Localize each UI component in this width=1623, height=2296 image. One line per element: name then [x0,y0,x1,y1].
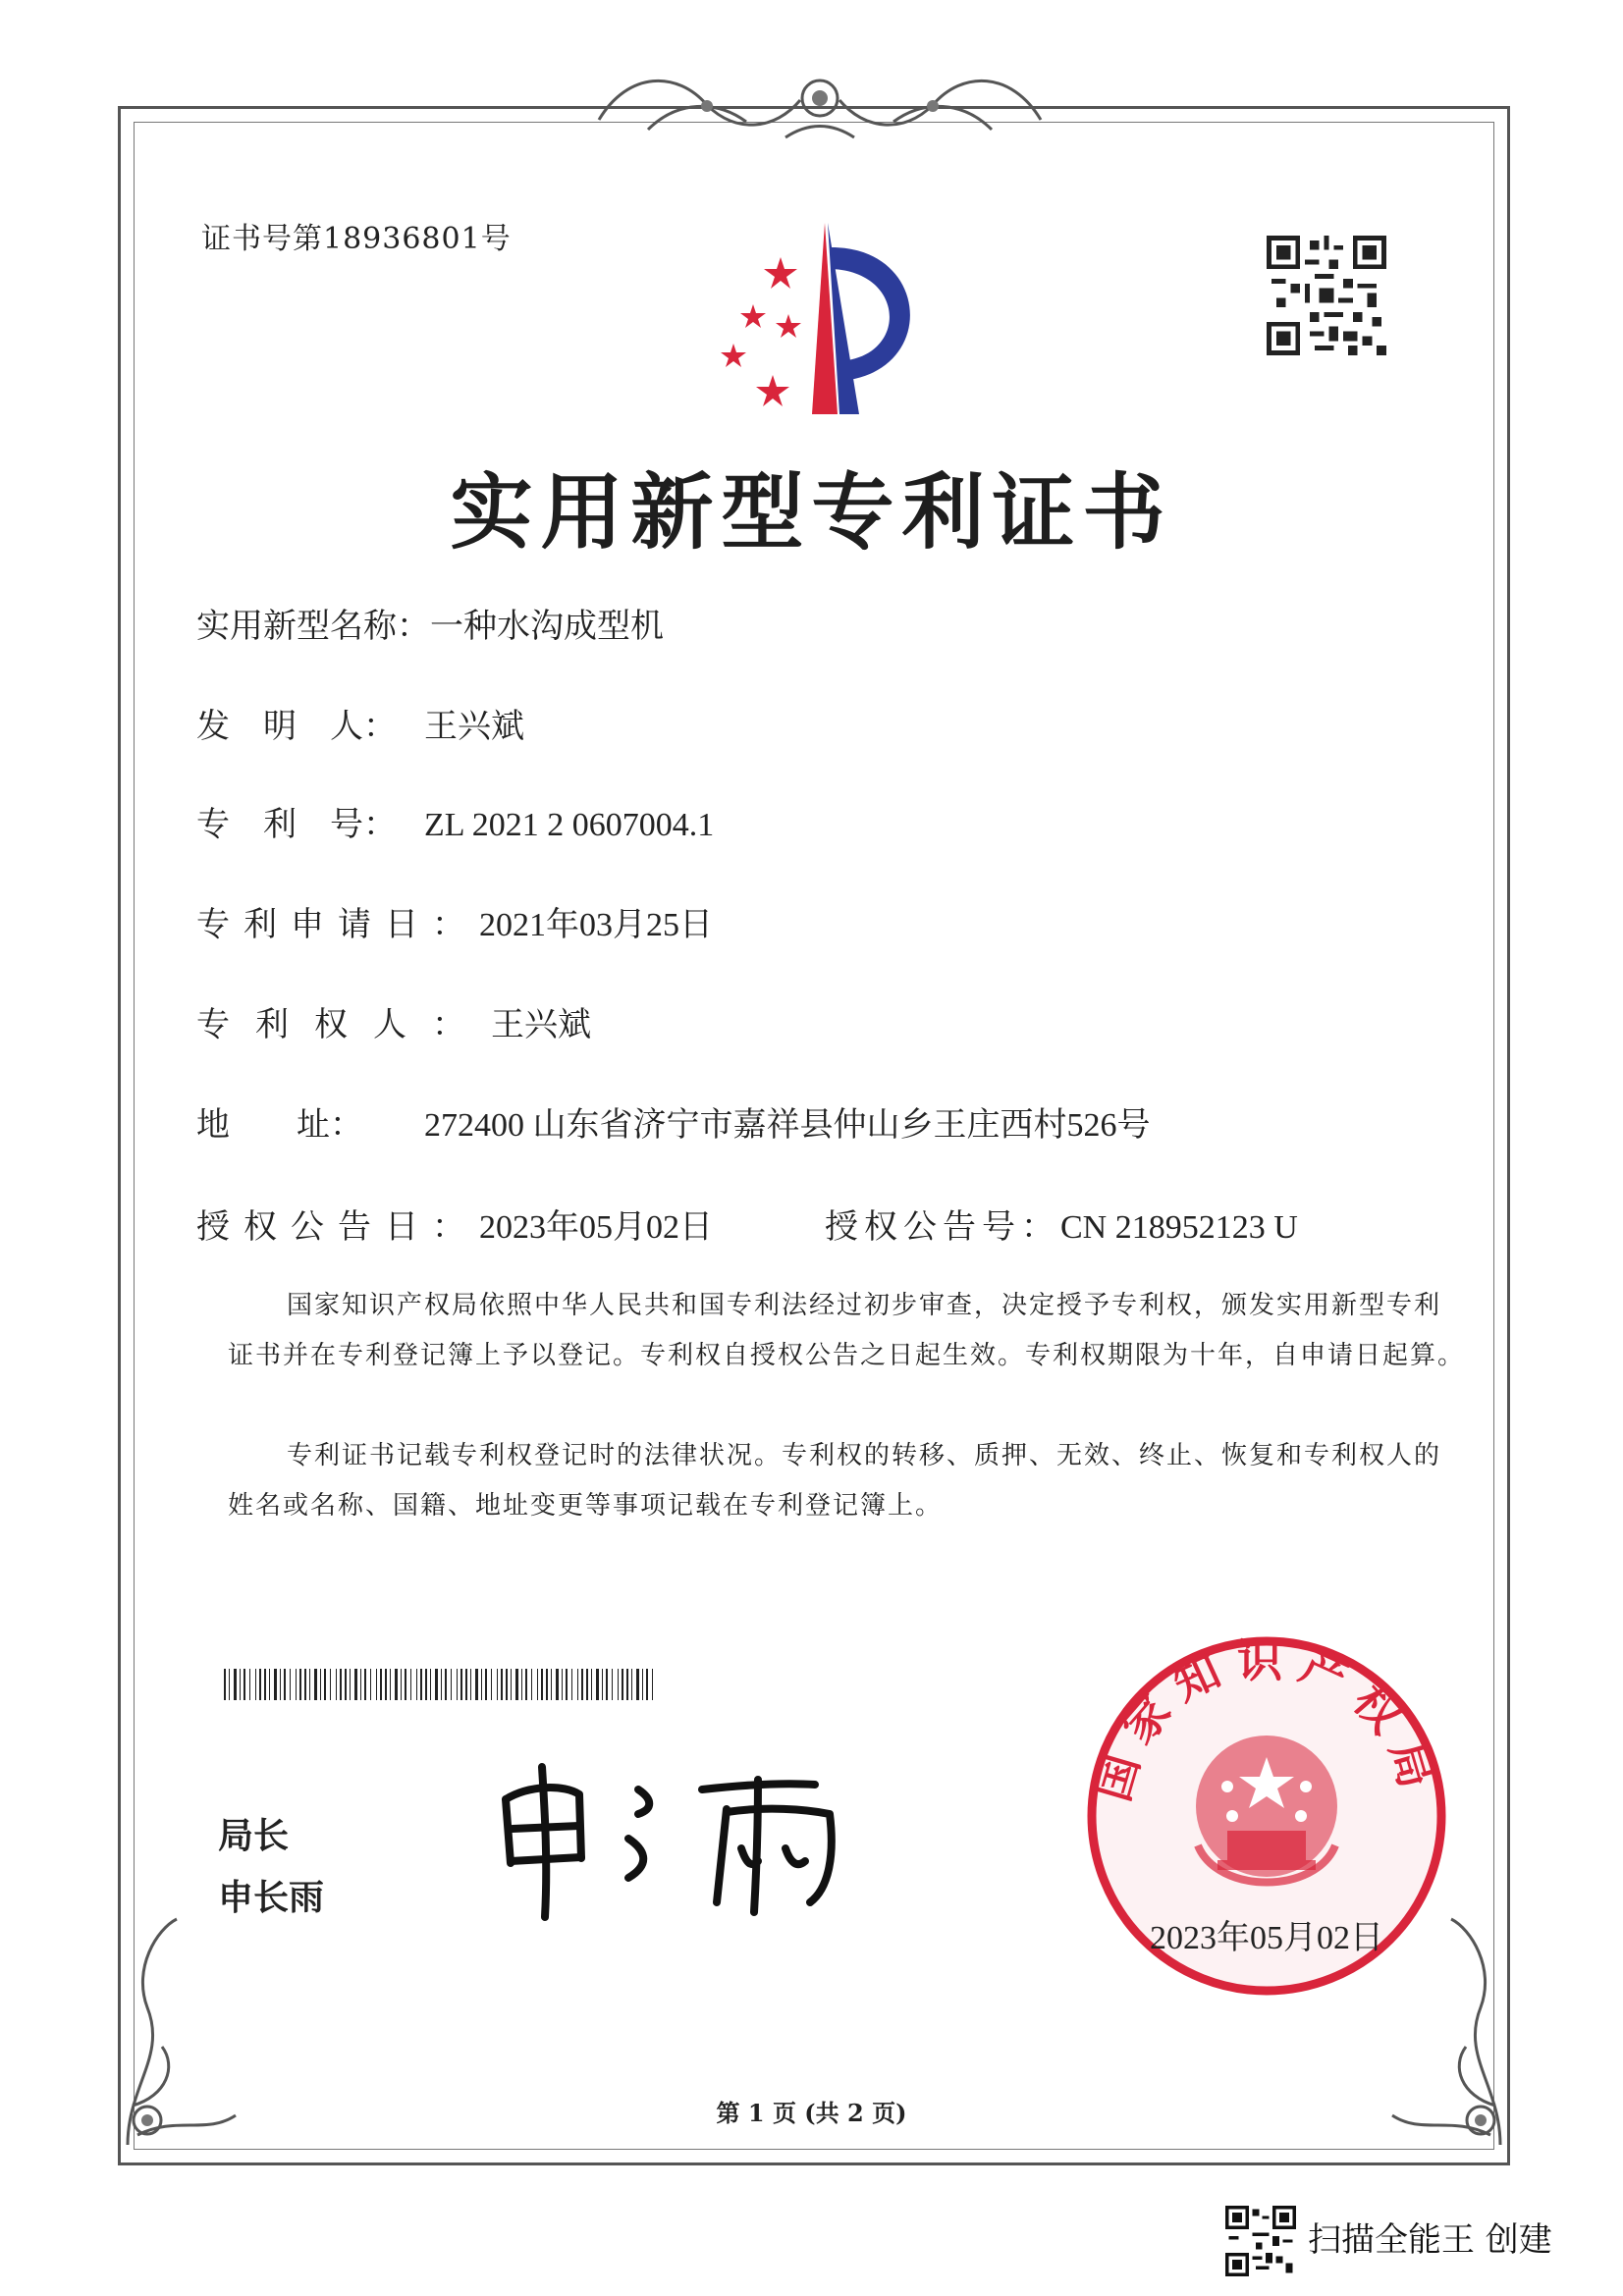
grant-statement-paragraph: 国家知识产权局依照中华人民共和国专利法经过初步审查，决定授予专利权，颁发实用新型专利证书并在专利登记簿上予以登记。专利权自授权公告之日起生效。专利权期限为十年，自申请日起算。 [228,1291,1466,1370]
barcode-bar [410,1669,411,1700]
field-address [196,1097,1151,1146]
barcode-bar [501,1669,503,1700]
barcode-bar [376,1669,377,1700]
field-label: 专利权人： [196,1005,491,1044]
barcode-bar [531,1669,532,1700]
certificate-title: 实用新型专利证书 [450,464,1173,561]
barcode-bar [420,1669,422,1700]
barcode-bar [470,1669,471,1700]
barcode-bar [243,1669,245,1700]
barcode-bar [591,1669,592,1700]
barcode [224,1669,656,1700]
barcode-bar [296,1669,297,1700]
patent-office-logo [692,218,947,424]
barcode-bar [314,1669,317,1700]
field-value: 王兴斌 [424,709,524,745]
barcode-bar [511,1669,512,1700]
field-patent-number [196,797,714,845]
barcode-bar [390,1669,391,1700]
barcode-bar [229,1669,230,1700]
barcode-bar [465,1669,467,1700]
field-application-date [196,897,713,945]
official-seal [1070,1620,1463,2012]
field-label: 地 址： [196,1105,363,1145]
director-title: 局长 [218,1816,290,1856]
barcode-bar [259,1669,261,1700]
certificate-number: 证书号第18936801号 [201,222,512,256]
field-label: 专 利 号： [196,805,397,844]
barcode-bar [581,1669,583,1700]
barcode-bar [571,1669,572,1700]
qr-code-icon [1267,236,1386,355]
barcode-bar [506,1669,508,1700]
field-label: 专利申请日： [196,905,479,944]
field-label: 实用新型名称： [196,607,430,646]
barcode-bar [401,1669,402,1700]
barcode-bar [546,1669,548,1700]
barcode-bar [370,1669,371,1700]
barcode-bar [309,1669,310,1700]
barcode-bar [612,1669,613,1700]
barcode-bar [299,1669,301,1700]
barcode-bar [618,1669,619,1700]
barcode-bar [304,1669,306,1700]
field-label: 发 明 人： [196,707,397,746]
barcode-bar [274,1669,277,1700]
field-value: 2021年03月25日 [479,907,713,943]
barcode-bar [481,1669,482,1700]
barcode-bar [602,1669,603,1700]
barcode-bar [340,1669,342,1700]
barcode-bar [457,1669,458,1700]
field-value: CN 218952123 U [1060,1209,1298,1246]
barcode-bar [537,1669,538,1700]
barcode-bar [364,1669,366,1700]
barcode-bar [324,1669,326,1700]
barcode-bar [541,1669,543,1700]
barcode-bar [485,1669,487,1700]
barcode-bar [586,1669,588,1700]
barcode-bar [636,1669,639,1700]
barcode-bar [255,1669,256,1700]
page-number: 第 1 页 (共 2 页) [716,2099,907,2127]
barcode-bar [320,1669,321,1700]
barcode-bar [445,1669,447,1700]
barcode-bar [240,1669,241,1700]
barcode-bar [224,1669,226,1700]
barcode-bar [280,1669,281,1700]
field-utility-model-name [196,599,664,647]
field-label: 授权公告日： [196,1207,479,1247]
barcode-bar [475,1669,478,1700]
barcode-bar [491,1669,492,1700]
field-patentee [196,997,591,1045]
barcode-bar [562,1669,563,1700]
barcode-bar [631,1669,632,1700]
barcode-bar [330,1669,331,1700]
barcode-bar [577,1669,578,1700]
field-value: 2023年05月02日 [479,1209,713,1246]
barcode-bar [525,1669,527,1700]
scanner-watermark-text: 扫描全能王 创建 [1308,2220,1552,2260]
barcode-bar [385,1669,387,1700]
barcode-bar [350,1669,351,1700]
director-signature [491,1755,864,1922]
barcode-bar [284,1669,286,1700]
barcode-bar [646,1669,648,1700]
barcode-bar [642,1669,643,1700]
field-value: 一种水沟成型机 [430,609,664,645]
field-label: 授权公告号： [825,1207,1060,1247]
barcode-bar [430,1669,431,1700]
barcode-bar [234,1669,237,1700]
barcode-bar [497,1669,498,1700]
barcode-bar [441,1669,442,1700]
barcode-bar [566,1669,568,1700]
barcode-bar [360,1669,361,1700]
barcode-bar [606,1669,608,1700]
barcode-bar [435,1669,438,1700]
barcode-bar [395,1669,398,1700]
field-inventor [196,699,524,747]
barcode-bar [264,1669,266,1700]
legal-status-paragraph: 专利证书记载专利权登记时的法律状况。专利权的转移、质押、无效、终止、恢复和专利权人的姓名或名称、国籍、地址变更等事项记载在专利登记簿上。 [228,1441,1442,1521]
barcode-bar [652,1669,653,1700]
barcode-bar [380,1669,382,1700]
barcode-bar [556,1669,559,1700]
barcode-bar [521,1669,522,1700]
director-name: 申长雨 [218,1878,325,1918]
field-value: 王兴斌 [491,1007,591,1043]
barcode-bar [515,1669,518,1700]
barcode-bar [416,1669,417,1700]
field-announcement-date [196,1200,713,1248]
barcode-bar [451,1669,452,1700]
seal-text: 国家知识产权局 [1085,1634,1448,1807]
field-announcement-number [825,1200,1298,1248]
barcode-bar [269,1669,270,1700]
barcode-bar [425,1669,427,1700]
barcode-bar [249,1669,250,1700]
seal-date: 2023年05月02日 [1150,1920,1383,1956]
barcode-bar [460,1669,462,1700]
barcode-bar [290,1669,291,1700]
field-value: ZL 2021 2 0607004.1 [424,807,715,843]
barcode-bar [336,1669,337,1700]
barcode-bar [405,1669,406,1700]
barcode-bar [345,1669,347,1700]
barcode-bar [596,1669,599,1700]
scanner-qr-icon [1225,2206,1296,2276]
top-ornament [589,61,1051,149]
barcode-bar [622,1669,623,1700]
barcode-bar [354,1669,357,1700]
field-value: 272400 山东省济宁市嘉祥县仲山乡王庄西村526号 [424,1107,1151,1144]
barcode-bar [626,1669,628,1700]
barcode-bar [551,1669,552,1700]
